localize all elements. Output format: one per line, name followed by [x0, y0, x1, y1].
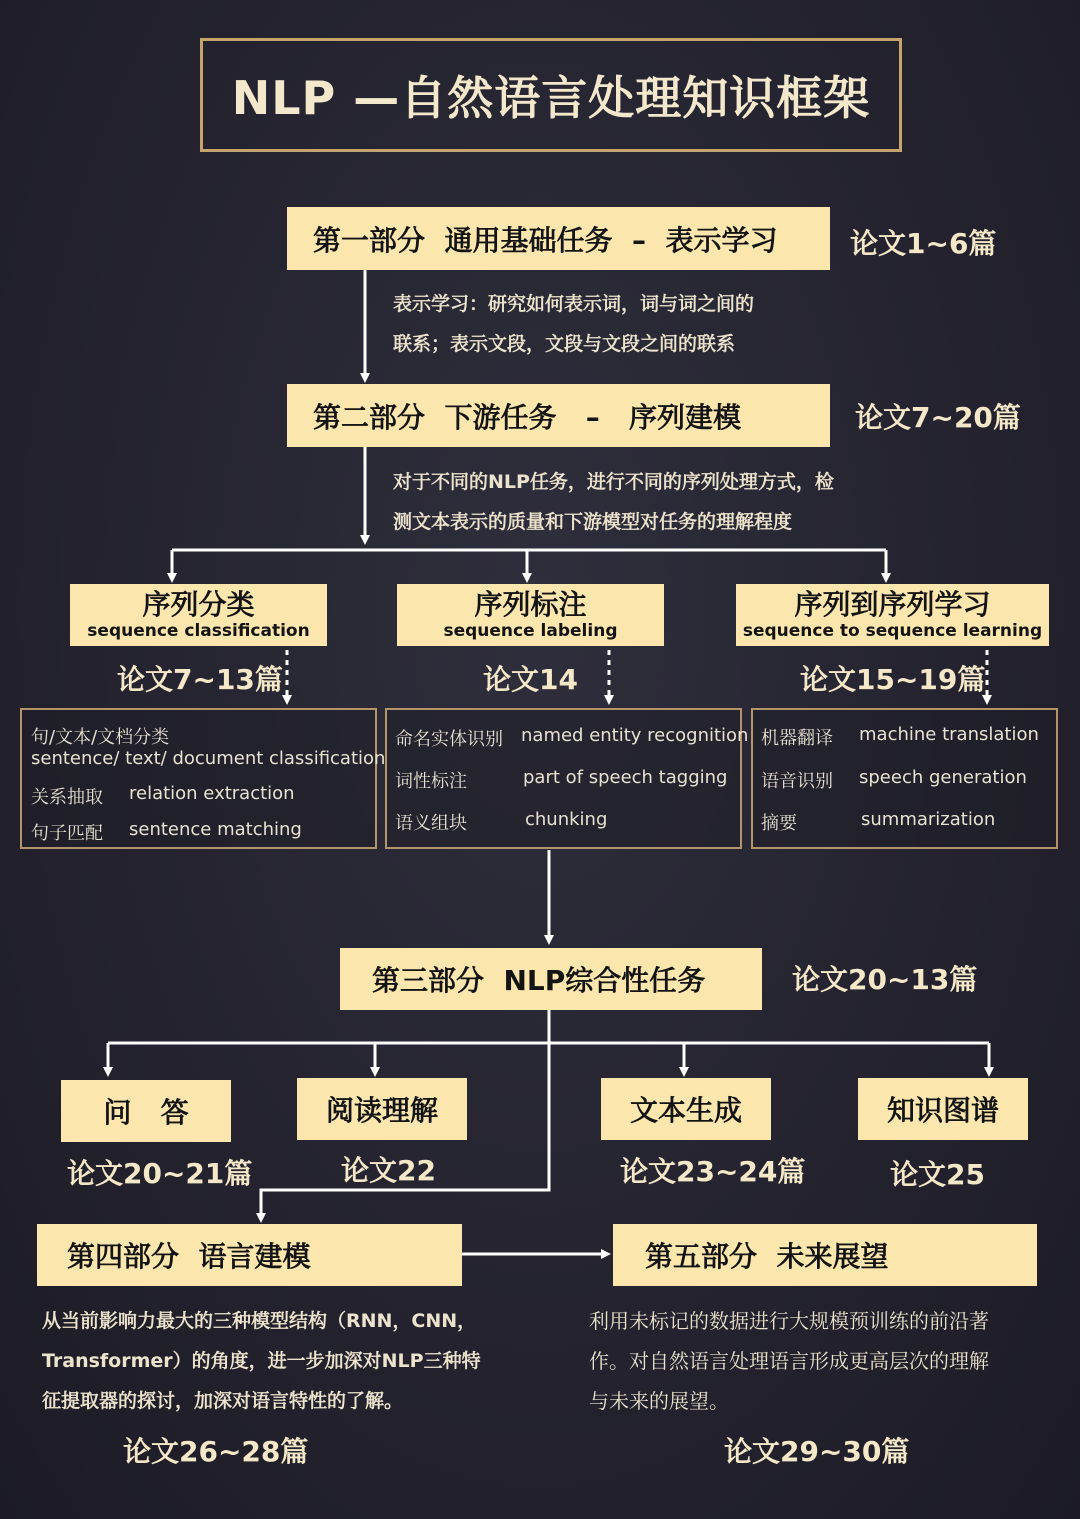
part2-desc-line1: 对于不同的NLP任务，进行不同的序列处理方式，检 [393, 471, 834, 493]
part1-desc [393, 284, 754, 364]
task-subtitle: sequence classification [87, 621, 310, 641]
subtask-en: relation extraction [129, 783, 295, 804]
task-subtitle: sequence to sequence learning [742, 621, 1043, 641]
subtask-en: named entity recognition [521, 725, 749, 746]
subtask-cn: 关系抽取 [31, 787, 103, 808]
task-qa-papers: 论文20~21篇 [67, 1157, 253, 1190]
task-generation-papers: 论文23~24篇 [620, 1155, 806, 1188]
task-kg-papers: 论文25 [890, 1158, 985, 1191]
subtask-en: chunking [525, 809, 608, 830]
task-knowledge-graph: 知识图谱 [858, 1078, 1028, 1140]
subtask-cn: 句子匹配 [31, 823, 103, 844]
part4-desc-line1: 从当前影响力最大的三种模型结构（RNN，CNN， [42, 1310, 477, 1332]
part5-desc [589, 1301, 989, 1421]
part4-desc-line2: Transformer）的角度，进一步加深对NLP三种特 [42, 1350, 481, 1372]
subtask-cn: 机器翻译 [761, 728, 833, 749]
part2-box: 第二部分 下游任务 – 序列建模 [287, 384, 830, 447]
part4-desc-line3: 征提取器的探讨，加深对语言特性的了解。 [42, 1390, 404, 1412]
task-text-generation: 文本生成 [601, 1078, 771, 1140]
subtask-en: part of speech tagging [523, 767, 728, 788]
part2-desc [393, 462, 834, 542]
task-seq2seq [736, 584, 1049, 646]
subtask-cn: 词性标注 [395, 771, 467, 792]
task-qa: 问 答 [61, 1080, 231, 1142]
task-seq-classification-papers: 论文7~13篇 [117, 663, 283, 696]
subtask-en: sentence matching [129, 819, 302, 840]
task-seq-classification [70, 584, 327, 646]
part3-box: 第三部分 NLP综合性任务 [340, 948, 762, 1010]
subtask-cn: 句/文本/文档分类 [31, 727, 170, 748]
task-reading-comprehension: 阅读理解 [297, 1078, 467, 1140]
subtasks-labeling [385, 708, 749, 849]
subtask-en: sentence/ text/ document classification [31, 748, 386, 769]
part5-papers: 论文29~30篇 [724, 1435, 910, 1468]
subtasks-classification [20, 708, 386, 849]
subtask-cn: 摘要 [761, 813, 797, 834]
part4-desc [42, 1301, 481, 1421]
subtask-en: speech generation [859, 767, 1027, 788]
part5-desc-line2: 作。对自然语言处理语言形成更高层次的理解 [589, 1349, 989, 1373]
subtasks-seq2seq [751, 708, 1058, 849]
part1-papers: 论文1~6篇 [850, 227, 997, 260]
page-title: NLP —自然语言处理知识框架 [200, 38, 902, 152]
part5-desc-line3: 与未来的展望。 [589, 1389, 729, 1413]
subtask-cn: 语音识别 [761, 771, 833, 792]
task-reading-papers: 论文22 [341, 1154, 436, 1187]
part2-desc-line2: 测文本表示的质量和下游模型对任务的理解程度 [393, 511, 793, 533]
task-title: 序列标注 [474, 588, 587, 621]
part4-box: 第四部分 语言建模 [37, 1224, 462, 1286]
subtask-en: summarization [861, 809, 996, 830]
part1-box: 第一部分 通用基础任务 – 表示学习 [287, 207, 830, 270]
subtask-cn: 命名实体识别 [395, 729, 503, 750]
part4-papers: 论文26~28篇 [123, 1435, 309, 1468]
subtask-en: machine translation [859, 724, 1039, 745]
task-seq2seq-papers: 论文15~19篇 [800, 663, 986, 696]
part1-desc-line1: 表示学习：研究如何表示词，词与词之间的 [393, 293, 755, 315]
task-subtitle: sequence labeling [443, 621, 618, 641]
part5-desc-line1: 利用未标记的数据进行大规模预训练的前沿著 [589, 1309, 989, 1333]
task-seq-labeling-papers: 论文14 [483, 663, 578, 696]
part5-box: 第五部分 未来展望 [613, 1224, 1037, 1286]
subtask-cn: 语义组块 [395, 813, 467, 834]
task-title: 序列到序列学习 [794, 588, 991, 621]
part3-papers: 论文20~13篇 [792, 963, 978, 996]
task-seq-labeling [397, 584, 664, 646]
part2-papers: 论文7~20篇 [855, 401, 1021, 434]
task-title: 序列分类 [142, 588, 255, 621]
part1-desc-line2: 联系；表示文段，文段与文段之间的联系 [393, 333, 736, 355]
